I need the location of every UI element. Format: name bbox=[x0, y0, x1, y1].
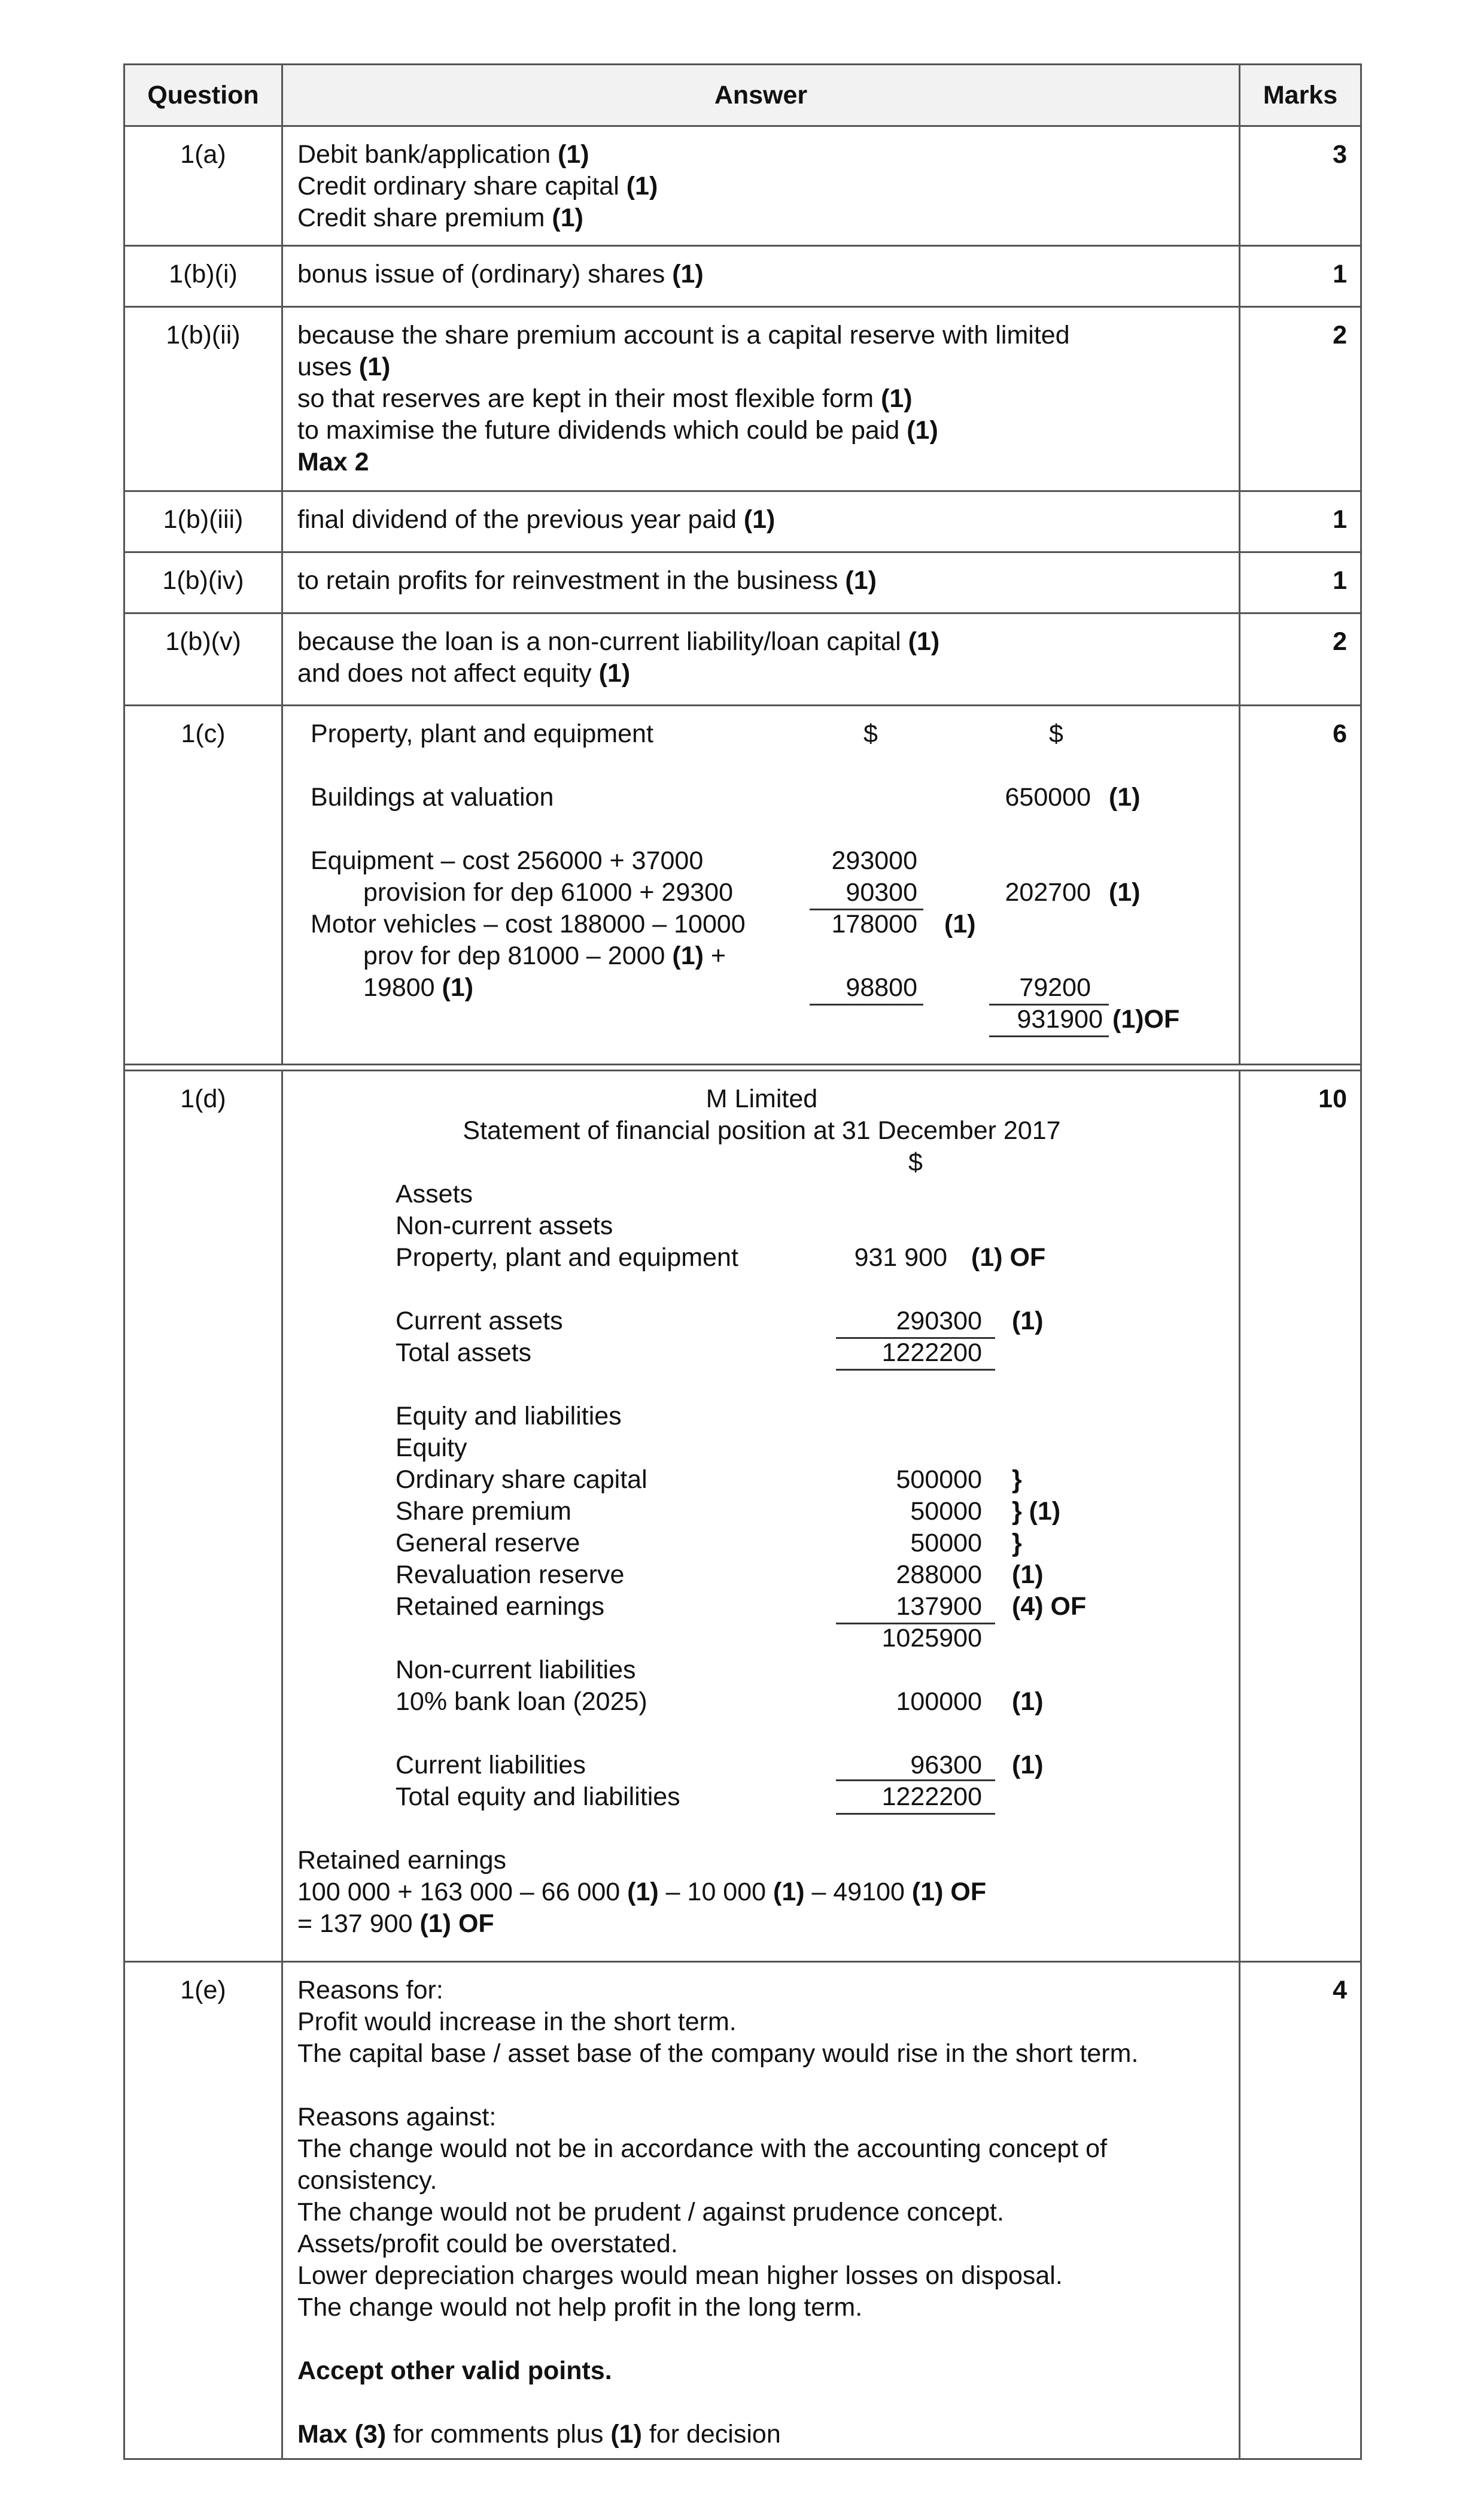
max-mark: Max (3) bbox=[297, 2420, 387, 2449]
table-header bbox=[125, 65, 1360, 125]
answer-line: and does not affect equity bbox=[297, 659, 592, 688]
question-label: 1(a) bbox=[125, 127, 283, 247]
mark-tag: (1) bbox=[1012, 1751, 1044, 1779]
question-header: Question bbox=[125, 65, 283, 125]
mark-tag: (1) bbox=[358, 353, 391, 381]
ppe-value: 931 900 bbox=[854, 1243, 947, 1272]
question-label: 1(b)(v) bbox=[125, 614, 283, 706]
ppe-total-value bbox=[989, 1004, 1109, 1037]
answer-line: Reasons for: bbox=[297, 1976, 443, 2004]
question-label: 1(b)(iv) bbox=[125, 553, 283, 614]
general-reserve-value: 50000 bbox=[910, 1529, 982, 1557]
ncl-heading: Non-current liabilities bbox=[396, 1656, 636, 1684]
mark-scheme-table bbox=[123, 63, 1362, 2460]
mark-tag: (1) bbox=[1109, 878, 1141, 907]
max-text: for comments plus bbox=[386, 2420, 611, 2449]
mv-dep-amount: 19800 bbox=[363, 973, 435, 1002]
blank-line bbox=[297, 2070, 1224, 2101]
total-equity-liabilities-number: 1222200 bbox=[881, 1782, 982, 1811]
marks-value: 3 bbox=[1333, 140, 1347, 169]
answer-line: because the loan is a non-current liability/loan capital bbox=[297, 627, 901, 656]
re-working-line-1 bbox=[297, 1876, 986, 1908]
mark-tag: (1) bbox=[1109, 783, 1141, 812]
mark-tag: (1) bbox=[627, 1878, 659, 1906]
motor-vehicles-net-value bbox=[989, 972, 1109, 1006]
mark-tag: (1) bbox=[558, 140, 589, 169]
marks-header: Marks bbox=[1263, 81, 1338, 110]
row-1c bbox=[125, 704, 1360, 1065]
answer-line: final dividend of the previous year paid bbox=[297, 505, 737, 534]
ppe-title: Property, plant and equipment bbox=[311, 719, 653, 748]
mark-tag: (1) bbox=[598, 659, 631, 688]
motor-vehicles-dep-label bbox=[363, 940, 726, 972]
equipment-cost-label: Equipment – cost 256000 + 37000 bbox=[311, 846, 704, 875]
question-label: 1(d) bbox=[125, 1071, 283, 1961]
answer-line: so that reserves are kept in their most flexible form bbox=[297, 384, 874, 413]
ppe-label: Property, plant and equipment bbox=[396, 1243, 738, 1272]
answer-line: bonus issue of (ordinary) shares bbox=[297, 260, 665, 288]
mv-dep-plus: + bbox=[703, 941, 726, 970]
nca-heading: Non-current assets bbox=[396, 1211, 613, 1240]
question-label: 1(b)(i) bbox=[125, 247, 283, 308]
mv-net-number: 79200 bbox=[1019, 973, 1091, 1002]
marks-value: 10 bbox=[1318, 1085, 1347, 1113]
question-label: 1(e) bbox=[125, 1963, 283, 2460]
marks-value: 1 bbox=[1333, 260, 1347, 288]
equipment-dep-label: provision for dep 61000 + 29300 bbox=[363, 878, 733, 907]
answer-cell bbox=[283, 247, 1240, 308]
brace-mark: } (1) bbox=[1012, 1497, 1061, 1526]
answer-line: Debit bank/application bbox=[297, 140, 551, 169]
answer-line: The change would not be prudent / against prudence concept. bbox=[297, 2198, 1004, 2226]
equity-heading: Equity bbox=[396, 1433, 467, 1462]
mark-tag: (1) OF bbox=[971, 1243, 1046, 1272]
ppe-total-number: 931900 bbox=[1017, 1005, 1103, 1034]
current-assets-label: Current assets bbox=[396, 1307, 563, 1335]
statement-title: Statement of financial position at 31 December 2017 bbox=[463, 1116, 1061, 1145]
marks-value: 4 bbox=[1333, 1976, 1347, 2004]
answer-line: consistency. bbox=[297, 2166, 437, 2195]
mark-tag: (1) bbox=[845, 566, 877, 595]
mark-tag: (1)OF bbox=[1112, 1005, 1180, 1034]
answer-line: Credit share premium bbox=[297, 203, 545, 232]
answer-cell bbox=[283, 706, 1240, 1065]
marks-value: 1 bbox=[1333, 505, 1347, 534]
re-working-title: Retained earnings bbox=[297, 1846, 507, 1875]
accept-note: Accept other valid points. bbox=[297, 2356, 612, 2385]
marks-value: 2 bbox=[1333, 321, 1347, 350]
share-premium-value: 50000 bbox=[910, 1497, 982, 1526]
row-1a bbox=[125, 125, 1360, 247]
marks-value: 6 bbox=[1333, 719, 1347, 748]
marks-value: 1 bbox=[1333, 566, 1347, 595]
re-working-part: 100 000 + 163 000 – 66 000 bbox=[297, 1878, 621, 1906]
answer-line: The change would not help profit in the long term. bbox=[297, 2293, 863, 2322]
row-1biv bbox=[125, 551, 1360, 614]
brace-mark: } bbox=[1012, 1529, 1022, 1557]
equipment-net-value: 202700 bbox=[1005, 878, 1091, 907]
total-assets-value bbox=[836, 1337, 995, 1371]
column-head-2: $ bbox=[1049, 719, 1063, 748]
answer-line: Reasons against: bbox=[297, 2103, 497, 2131]
marks-value: 2 bbox=[1333, 627, 1347, 656]
mv-dep-number: 98800 bbox=[846, 973, 917, 1002]
row-1bi bbox=[125, 245, 1360, 308]
answer-line: to maximise the future dividends which could be paid bbox=[297, 416, 900, 445]
max-note: Max 2 bbox=[297, 448, 369, 476]
question-label: 1(b)(iii) bbox=[125, 492, 283, 553]
answer-cell bbox=[283, 614, 1240, 706]
equipment-cost-value: 293000 bbox=[831, 846, 917, 875]
mark-tag: (1) bbox=[1012, 1560, 1044, 1589]
mv-dep-text: prov for dep 81000 – 2000 bbox=[363, 941, 665, 970]
re-working-part: – 49100 bbox=[804, 1878, 905, 1906]
mark-tag: (1) OF bbox=[419, 1909, 494, 1938]
answer-line: uses bbox=[297, 353, 352, 381]
general-reserve-label: General reserve bbox=[396, 1529, 580, 1557]
answer-cell bbox=[283, 492, 1240, 553]
answer-line: The change would not be in accordance with the accounting concept of bbox=[297, 2134, 1108, 2163]
mark-tag: (1) bbox=[1012, 1307, 1044, 1335]
equipment-dep-number: 90300 bbox=[846, 878, 917, 907]
mark-tag: (1) bbox=[881, 384, 913, 413]
mark-tag: (1) bbox=[672, 941, 704, 970]
blank-line bbox=[297, 2387, 1224, 2419]
mark-tag: (1) bbox=[552, 203, 583, 232]
retained-earnings-label: Retained earnings bbox=[396, 1592, 605, 1621]
mark-tag: (1) bbox=[944, 910, 976, 938]
answer-cell bbox=[283, 127, 1240, 247]
motor-vehicles-dep-value bbox=[810, 972, 923, 1006]
equipment-dep-value bbox=[810, 877, 923, 910]
question-label: 1(b)(ii) bbox=[125, 308, 283, 492]
column-head-1: $ bbox=[863, 719, 878, 748]
equity-liabilities-heading: Equity and liabilities bbox=[396, 1402, 622, 1430]
answer-cell bbox=[283, 553, 1240, 614]
answer-cell bbox=[283, 1963, 1240, 2460]
double-separator bbox=[125, 1064, 1360, 1071]
current-liabilities-label: Current liabilities bbox=[396, 1751, 586, 1779]
re-working-line-2 bbox=[297, 1908, 494, 1940]
answer-line: The capital base / asset base of the company would rise in the short term. bbox=[297, 2039, 1139, 2068]
row-1biii bbox=[125, 490, 1360, 553]
mark-tag: (4) OF bbox=[1012, 1592, 1087, 1621]
answer-line: Credit ordinary share capital bbox=[297, 172, 619, 201]
motor-vehicles-cost-label: Motor vehicles – cost 188000 – 10000 bbox=[311, 910, 746, 938]
equity-total-value: 1025900 bbox=[881, 1624, 982, 1653]
osc-value: 500000 bbox=[896, 1465, 982, 1494]
bank-loan-label: 10% bank loan (2025) bbox=[396, 1687, 647, 1716]
answer-line: Profit would increase in the short term. bbox=[297, 2007, 737, 2036]
retained-earnings-value bbox=[836, 1591, 995, 1624]
company-name: M Limited bbox=[705, 1085, 818, 1113]
answer-line: Lower depreciation charges would mean higher losses on disposal. bbox=[297, 2261, 1063, 2290]
motor-vehicles-cost-value: 178000 bbox=[831, 910, 917, 938]
current-liabilities-value: 96300 bbox=[910, 1751, 982, 1779]
total-assets-label: Total assets bbox=[396, 1338, 532, 1367]
total-assets-number: 1222200 bbox=[881, 1338, 982, 1367]
question-label: 1(c) bbox=[125, 706, 283, 1065]
mark-tag: (1) bbox=[672, 260, 704, 288]
mark-tag: (1) bbox=[907, 416, 938, 445]
blank-line bbox=[297, 2323, 1224, 2355]
buildings-value: 650000 bbox=[1005, 783, 1091, 812]
revaluation-reserve-label: Revaluation reserve bbox=[396, 1560, 625, 1589]
share-premium-label: Share premium bbox=[396, 1497, 571, 1526]
row-1bv bbox=[125, 612, 1360, 706]
row-1d bbox=[125, 1071, 1360, 1961]
retained-earnings-number: 137900 bbox=[896, 1592, 982, 1621]
re-working-result: = 137 900 bbox=[297, 1909, 413, 1938]
mark-tag: (1) bbox=[743, 505, 776, 534]
mark-tag: (1) bbox=[626, 172, 658, 201]
row-1e bbox=[125, 1961, 1360, 2460]
mark-tag: (1) bbox=[1012, 1687, 1044, 1716]
mark-tag: (1) bbox=[610, 2420, 642, 2449]
brace-mark: } bbox=[1012, 1465, 1022, 1494]
row-1bii bbox=[125, 306, 1360, 492]
current-assets-value bbox=[836, 1305, 995, 1339]
answer-cell bbox=[283, 1071, 1240, 1961]
bank-loan-value: 100000 bbox=[896, 1687, 982, 1716]
currency-head: $ bbox=[908, 1148, 923, 1177]
assets-heading: Assets bbox=[396, 1180, 473, 1208]
answer-header: Answer bbox=[283, 65, 1240, 125]
mark-tag: (1) bbox=[908, 627, 940, 656]
motor-vehicles-dep-label-2 bbox=[363, 972, 473, 1004]
current-assets-number: 290300 bbox=[896, 1307, 982, 1335]
total-equity-liabilities-value bbox=[836, 1779, 995, 1815]
mark-tag: (1) bbox=[773, 1878, 805, 1906]
mark-tag: (1) bbox=[442, 973, 474, 1002]
answer-line: because the share premium account is a capital reserve with limited bbox=[297, 321, 1070, 350]
revaluation-reserve-value: 288000 bbox=[896, 1560, 982, 1589]
max-note bbox=[297, 2419, 1224, 2450]
mark-tag: (1) OF bbox=[911, 1878, 987, 1906]
total-equity-liabilities-label: Total equity and liabilities bbox=[396, 1782, 680, 1811]
osc-label: Ordinary share capital bbox=[396, 1465, 647, 1494]
re-working-part: – 10 000 bbox=[658, 1878, 767, 1906]
answer-line: Assets/profit could be overstated. bbox=[297, 2229, 678, 2258]
buildings-label: Buildings at valuation bbox=[311, 783, 554, 812]
max-text: for decision bbox=[641, 2420, 781, 2449]
answer-cell bbox=[283, 308, 1240, 492]
answer-line: to retain profits for reinvestment in the business bbox=[297, 566, 838, 595]
